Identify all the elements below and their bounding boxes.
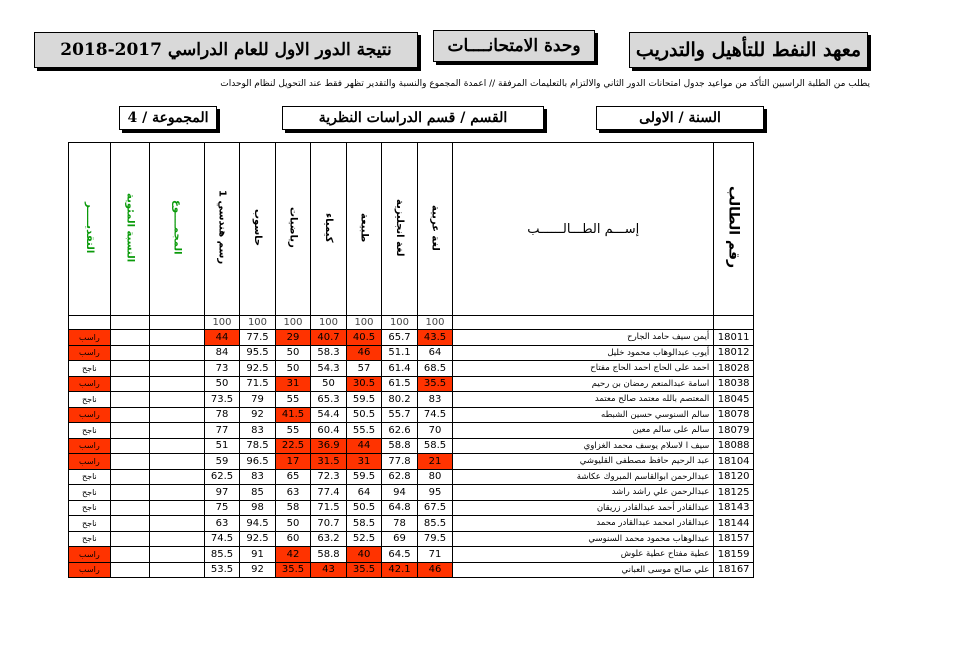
mark-cell: 22.5 [275, 438, 311, 454]
header-subject [240, 143, 276, 316]
mark-cell: 77.8 [382, 454, 418, 470]
percent-cell [110, 423, 150, 439]
mark-cell: 71 [417, 547, 453, 563]
header-id-label: رقم الطالب [725, 186, 742, 269]
mark-cell: 63 [204, 516, 240, 532]
mark-cell: 80 [417, 469, 453, 485]
mark-cell: 91 [240, 547, 276, 563]
table-header-row [69, 143, 754, 316]
student-id-cell: 18125 [714, 485, 754, 501]
header-subject-label: كيمياء [322, 212, 334, 243]
percent-cell [110, 516, 150, 532]
mark-cell: 58 [275, 500, 311, 516]
header-subject-label: طبيعة [358, 212, 370, 243]
department-box: القسم / قسم الدراسات النظرية [282, 106, 544, 130]
student-id-cell: 18088 [714, 438, 754, 454]
mark-cell: 40.7 [311, 330, 347, 346]
mark-cell: 50 [275, 361, 311, 377]
mark-cell: 52.5 [346, 531, 382, 547]
table-row [69, 485, 754, 501]
mark-cell: 63.2 [311, 531, 347, 547]
mark-cell: 70.7 [311, 516, 347, 532]
mark-cell: 83 [417, 392, 453, 408]
header-id [714, 143, 754, 316]
percent-cell [110, 330, 150, 346]
mark-cell: 92 [240, 562, 276, 578]
mark-cell: 74.5 [204, 531, 240, 547]
header-grade-label: التقديـــــر [83, 201, 95, 254]
mark-cell: 71.5 [311, 500, 347, 516]
percent-cell [110, 407, 150, 423]
mark-cell: 73.5 [204, 392, 240, 408]
mark-cell: 36.9 [311, 438, 347, 454]
max-mark-cell: 100 [382, 316, 418, 330]
total-cell [150, 562, 204, 578]
student-name-cell: سالم على سالم معين [453, 423, 714, 439]
institute-title: معهد النفط للتأهيل والتدريب [629, 32, 868, 68]
mark-cell: 59.5 [346, 469, 382, 485]
mark-cell: 50 [275, 516, 311, 532]
mark-cell: 70 [417, 423, 453, 439]
mark-cell: 21 [417, 454, 453, 470]
student-name-cell: عطية مفتاح عطية علوش [453, 547, 714, 563]
mark-cell: 77 [204, 423, 240, 439]
header-percent [110, 143, 150, 316]
mark-cell: 58.8 [382, 438, 418, 454]
mark-cell: 64 [417, 345, 453, 361]
total-cell [150, 330, 204, 346]
student-name-cell: عبدالوهاب محمود محمد السنوسي [453, 531, 714, 547]
mark-cell: 51.1 [382, 345, 418, 361]
mark-cell: 61.4 [382, 361, 418, 377]
total-cell [150, 500, 204, 516]
max-marks-row [69, 316, 754, 330]
mark-cell: 31 [346, 454, 382, 470]
mark-cell: 55 [275, 392, 311, 408]
total-cell [150, 392, 204, 408]
mark-cell: 50.5 [346, 407, 382, 423]
mark-cell: 46 [417, 562, 453, 578]
mark-cell: 40 [346, 547, 382, 563]
table-row [69, 345, 754, 361]
mark-cell: 78.5 [240, 438, 276, 454]
student-name-cell: علي صالح موسى العباني [453, 562, 714, 578]
mark-cell: 92.5 [240, 361, 276, 377]
mark-cell: 60.4 [311, 423, 347, 439]
mark-cell: 64 [346, 485, 382, 501]
percent-cell [110, 562, 150, 578]
student-id-cell: 18120 [714, 469, 754, 485]
table-row [69, 376, 754, 392]
max-empty-cell [110, 316, 150, 330]
mark-cell: 55 [275, 423, 311, 439]
student-name-cell: عبدالرحمن علي راشد راشد [453, 485, 714, 501]
mark-cell: 50 [311, 376, 347, 392]
header-subject-label: لغة انجليزية [393, 198, 405, 257]
mark-cell: 62.8 [382, 469, 418, 485]
max-mark-cell: 100 [275, 316, 311, 330]
mark-cell: 35.5 [346, 562, 382, 578]
mark-cell: 35.5 [417, 376, 453, 392]
mark-cell: 57 [346, 361, 382, 377]
header-percent-label: النسبة المئوية [124, 192, 136, 263]
unit-title: وحدة الامتحانــــات [433, 30, 595, 62]
mark-cell: 78 [382, 516, 418, 532]
table-row [69, 330, 754, 346]
total-cell [150, 361, 204, 377]
mark-cell: 64.5 [382, 547, 418, 563]
mark-cell: 79.5 [417, 531, 453, 547]
student-name-cell: عبدالقادر امحمد عبدالقادر محمد [453, 516, 714, 532]
result-cell: ناجح [69, 516, 111, 532]
percent-cell [110, 361, 150, 377]
mark-cell: 67.5 [417, 500, 453, 516]
mark-cell: 62.6 [382, 423, 418, 439]
result-cell: راسب [69, 454, 111, 470]
mark-cell: 98 [240, 500, 276, 516]
header-grade [69, 143, 111, 316]
student-id-cell: 18078 [714, 407, 754, 423]
percent-cell [110, 345, 150, 361]
mark-cell: 65 [275, 469, 311, 485]
mark-cell: 78 [204, 407, 240, 423]
max-mark-cell: 100 [311, 316, 347, 330]
table-row [69, 469, 754, 485]
mark-cell: 43.5 [417, 330, 453, 346]
student-id-cell: 18159 [714, 547, 754, 563]
percent-cell [110, 454, 150, 470]
header-subject [382, 143, 418, 316]
header-subject [417, 143, 453, 316]
result-title: نتيجة الدور الاول للعام الدراسي 2017-2018 [34, 32, 418, 68]
mark-cell: 50.5 [346, 500, 382, 516]
mark-cell: 29 [275, 330, 311, 346]
mark-cell: 92 [240, 407, 276, 423]
mark-cell: 59 [204, 454, 240, 470]
mark-cell: 83 [240, 469, 276, 485]
student-name-cell: عبدالقادر أحمد عبدالقادر زريقان [453, 500, 714, 516]
mark-cell: 62.5 [204, 469, 240, 485]
max-mark-cell: 100 [417, 316, 453, 330]
total-cell [150, 345, 204, 361]
total-cell [150, 423, 204, 439]
header-subject-label: رياضيات [287, 207, 299, 248]
mark-cell: 95 [417, 485, 453, 501]
result-cell: ناجح [69, 469, 111, 485]
student-name-cell: المعتصم بالله معتمد صالح معتمد [453, 392, 714, 408]
mark-cell: 73 [204, 361, 240, 377]
table-row [69, 423, 754, 439]
header-name-label: إســـم الطـــالــــــب [527, 221, 640, 237]
student-id-cell: 18157 [714, 531, 754, 547]
result-cell: ناجح [69, 531, 111, 547]
student-id-cell: 18028 [714, 361, 754, 377]
max-empty-cell [714, 316, 754, 330]
table-row [69, 531, 754, 547]
mark-cell: 58.3 [311, 345, 347, 361]
result-cell: ناجح [69, 500, 111, 516]
mark-cell: 68.5 [417, 361, 453, 377]
mark-cell: 95.5 [240, 345, 276, 361]
percent-cell [110, 547, 150, 563]
mark-cell: 94 [382, 485, 418, 501]
mark-cell: 58.5 [417, 438, 453, 454]
total-cell [150, 407, 204, 423]
mark-cell: 53.5 [204, 562, 240, 578]
mark-cell: 58.8 [311, 547, 347, 563]
result-cell: ناجح [69, 361, 111, 377]
max-empty-cell [69, 316, 111, 330]
total-cell [150, 531, 204, 547]
student-id-cell: 18038 [714, 376, 754, 392]
mark-cell: 50 [275, 345, 311, 361]
mark-cell: 77.5 [240, 330, 276, 346]
result-cell: ناجح [69, 423, 111, 439]
mark-cell: 60 [275, 531, 311, 547]
results-table [68, 142, 754, 578]
student-id-cell: 18144 [714, 516, 754, 532]
student-id-cell: 18011 [714, 330, 754, 346]
mark-cell: 85 [240, 485, 276, 501]
result-cell: راسب [69, 330, 111, 346]
mark-cell: 96.5 [240, 454, 276, 470]
mark-cell: 65.3 [311, 392, 347, 408]
mark-cell: 42.1 [382, 562, 418, 578]
table-row [69, 500, 754, 516]
table-row [69, 454, 754, 470]
notice-text: يطلب من الطلبة الراسبين التأكد من مواعيد جدول امتحانات الدور الثاني والالتزام بالتعليمات المرفقة // اعمدة المجموع والنسبة والتقدير تظهر فقط عند التحويل لنظام الوحدات [220, 79, 870, 89]
mark-cell: 54.4 [311, 407, 347, 423]
mark-cell: 74.5 [417, 407, 453, 423]
total-cell [150, 485, 204, 501]
total-cell [150, 469, 204, 485]
header-subject [275, 143, 311, 316]
student-id-cell: 18045 [714, 392, 754, 408]
mark-cell: 71.5 [240, 376, 276, 392]
student-id-cell: 18143 [714, 500, 754, 516]
student-id-cell: 18012 [714, 345, 754, 361]
mark-cell: 65.7 [382, 330, 418, 346]
mark-cell: 85.5 [204, 547, 240, 563]
mark-cell: 83 [240, 423, 276, 439]
student-name-cell: اسامة عبدالمنعم رمضان بن رحيم [453, 376, 714, 392]
max-mark-cell: 100 [240, 316, 276, 330]
mark-cell: 30.5 [346, 376, 382, 392]
result-cell: راسب [69, 376, 111, 392]
table-row [69, 361, 754, 377]
student-name-cell: أيمن سيف حامد الجارح [453, 330, 714, 346]
mark-cell: 55.7 [382, 407, 418, 423]
percent-cell [110, 469, 150, 485]
result-cell: راسب [69, 562, 111, 578]
percent-cell [110, 392, 150, 408]
mark-cell: 59.5 [346, 392, 382, 408]
table-row [69, 407, 754, 423]
student-name-cell: عبد الرحيم حافظ مصطفى القليوشي [453, 454, 714, 470]
mark-cell: 41.5 [275, 407, 311, 423]
mark-cell: 46 [346, 345, 382, 361]
total-cell [150, 454, 204, 470]
mark-cell: 50 [204, 376, 240, 392]
mark-cell: 69 [382, 531, 418, 547]
mark-cell: 85.5 [417, 516, 453, 532]
result-cell: راسب [69, 438, 111, 454]
result-cell: راسب [69, 407, 111, 423]
group-box: المجموعة / 4 [119, 106, 217, 130]
max-empty-cell [453, 316, 714, 330]
mark-cell: 55.5 [346, 423, 382, 439]
percent-cell [110, 500, 150, 516]
percent-cell [110, 531, 150, 547]
student-name-cell: عبدالرحمن ابوالقاسم المبروك عكاشة [453, 469, 714, 485]
header-total-label: المجمــــوع [171, 200, 183, 255]
result-cell: ناجح [69, 485, 111, 501]
mark-cell: 64.8 [382, 500, 418, 516]
table-row [69, 547, 754, 563]
mark-cell: 54.3 [311, 361, 347, 377]
mark-cell: 92.5 [240, 531, 276, 547]
mark-cell: 17 [275, 454, 311, 470]
header-subject-label: لغة عربية [429, 204, 441, 251]
mark-cell: 31.5 [311, 454, 347, 470]
max-mark-cell: 100 [204, 316, 240, 330]
table-row [69, 392, 754, 408]
table-row [69, 438, 754, 454]
mark-cell: 80.2 [382, 392, 418, 408]
header-total [150, 143, 204, 316]
mark-cell: 51 [204, 438, 240, 454]
mark-cell: 44 [204, 330, 240, 346]
student-name-cell: أيوب عبدالوهاب محمود خليل [453, 345, 714, 361]
mark-cell: 44 [346, 438, 382, 454]
result-cell: راسب [69, 547, 111, 563]
mark-cell: 94.5 [240, 516, 276, 532]
total-cell [150, 438, 204, 454]
total-cell [150, 516, 204, 532]
student-id-cell: 18079 [714, 423, 754, 439]
percent-cell [110, 485, 150, 501]
mark-cell: 97 [204, 485, 240, 501]
mark-cell: 75 [204, 500, 240, 516]
result-cell: راسب [69, 345, 111, 361]
mark-cell: 63 [275, 485, 311, 501]
percent-cell [110, 376, 150, 392]
max-mark-cell: 100 [346, 316, 382, 330]
total-cell [150, 376, 204, 392]
mark-cell: 72.3 [311, 469, 347, 485]
mark-cell: 61.5 [382, 376, 418, 392]
percent-cell [110, 438, 150, 454]
header-name [453, 143, 714, 316]
header-subject-label: حاسوب [251, 208, 263, 247]
mark-cell: 58.5 [346, 516, 382, 532]
table-row [69, 562, 754, 578]
year-box: السنة / الاولى [596, 106, 764, 130]
result-cell: ناجح [69, 392, 111, 408]
mark-cell: 77.4 [311, 485, 347, 501]
mark-cell: 31 [275, 376, 311, 392]
mark-cell: 79 [240, 392, 276, 408]
student-name-cell: احمد على الحاج احمد الحاج مفتاح [453, 361, 714, 377]
mark-cell: 43 [311, 562, 347, 578]
header-subject [311, 143, 347, 316]
mark-cell: 40.5 [346, 330, 382, 346]
total-cell [150, 547, 204, 563]
header-subject-label: رسم هندسي 1 [216, 190, 228, 265]
header-subject [346, 143, 382, 316]
student-id-cell: 18167 [714, 562, 754, 578]
mark-cell: 35.5 [275, 562, 311, 578]
student-name-cell: سالم السنوسي حسين الشبطه [453, 407, 714, 423]
mark-cell: 42 [275, 547, 311, 563]
header-subject [204, 143, 240, 316]
max-empty-cell [150, 316, 204, 330]
table-row [69, 516, 754, 532]
student-name-cell: سيف ا لاسلام يوسف محمد الغزاوي [453, 438, 714, 454]
student-id-cell: 18104 [714, 454, 754, 470]
mark-cell: 84 [204, 345, 240, 361]
